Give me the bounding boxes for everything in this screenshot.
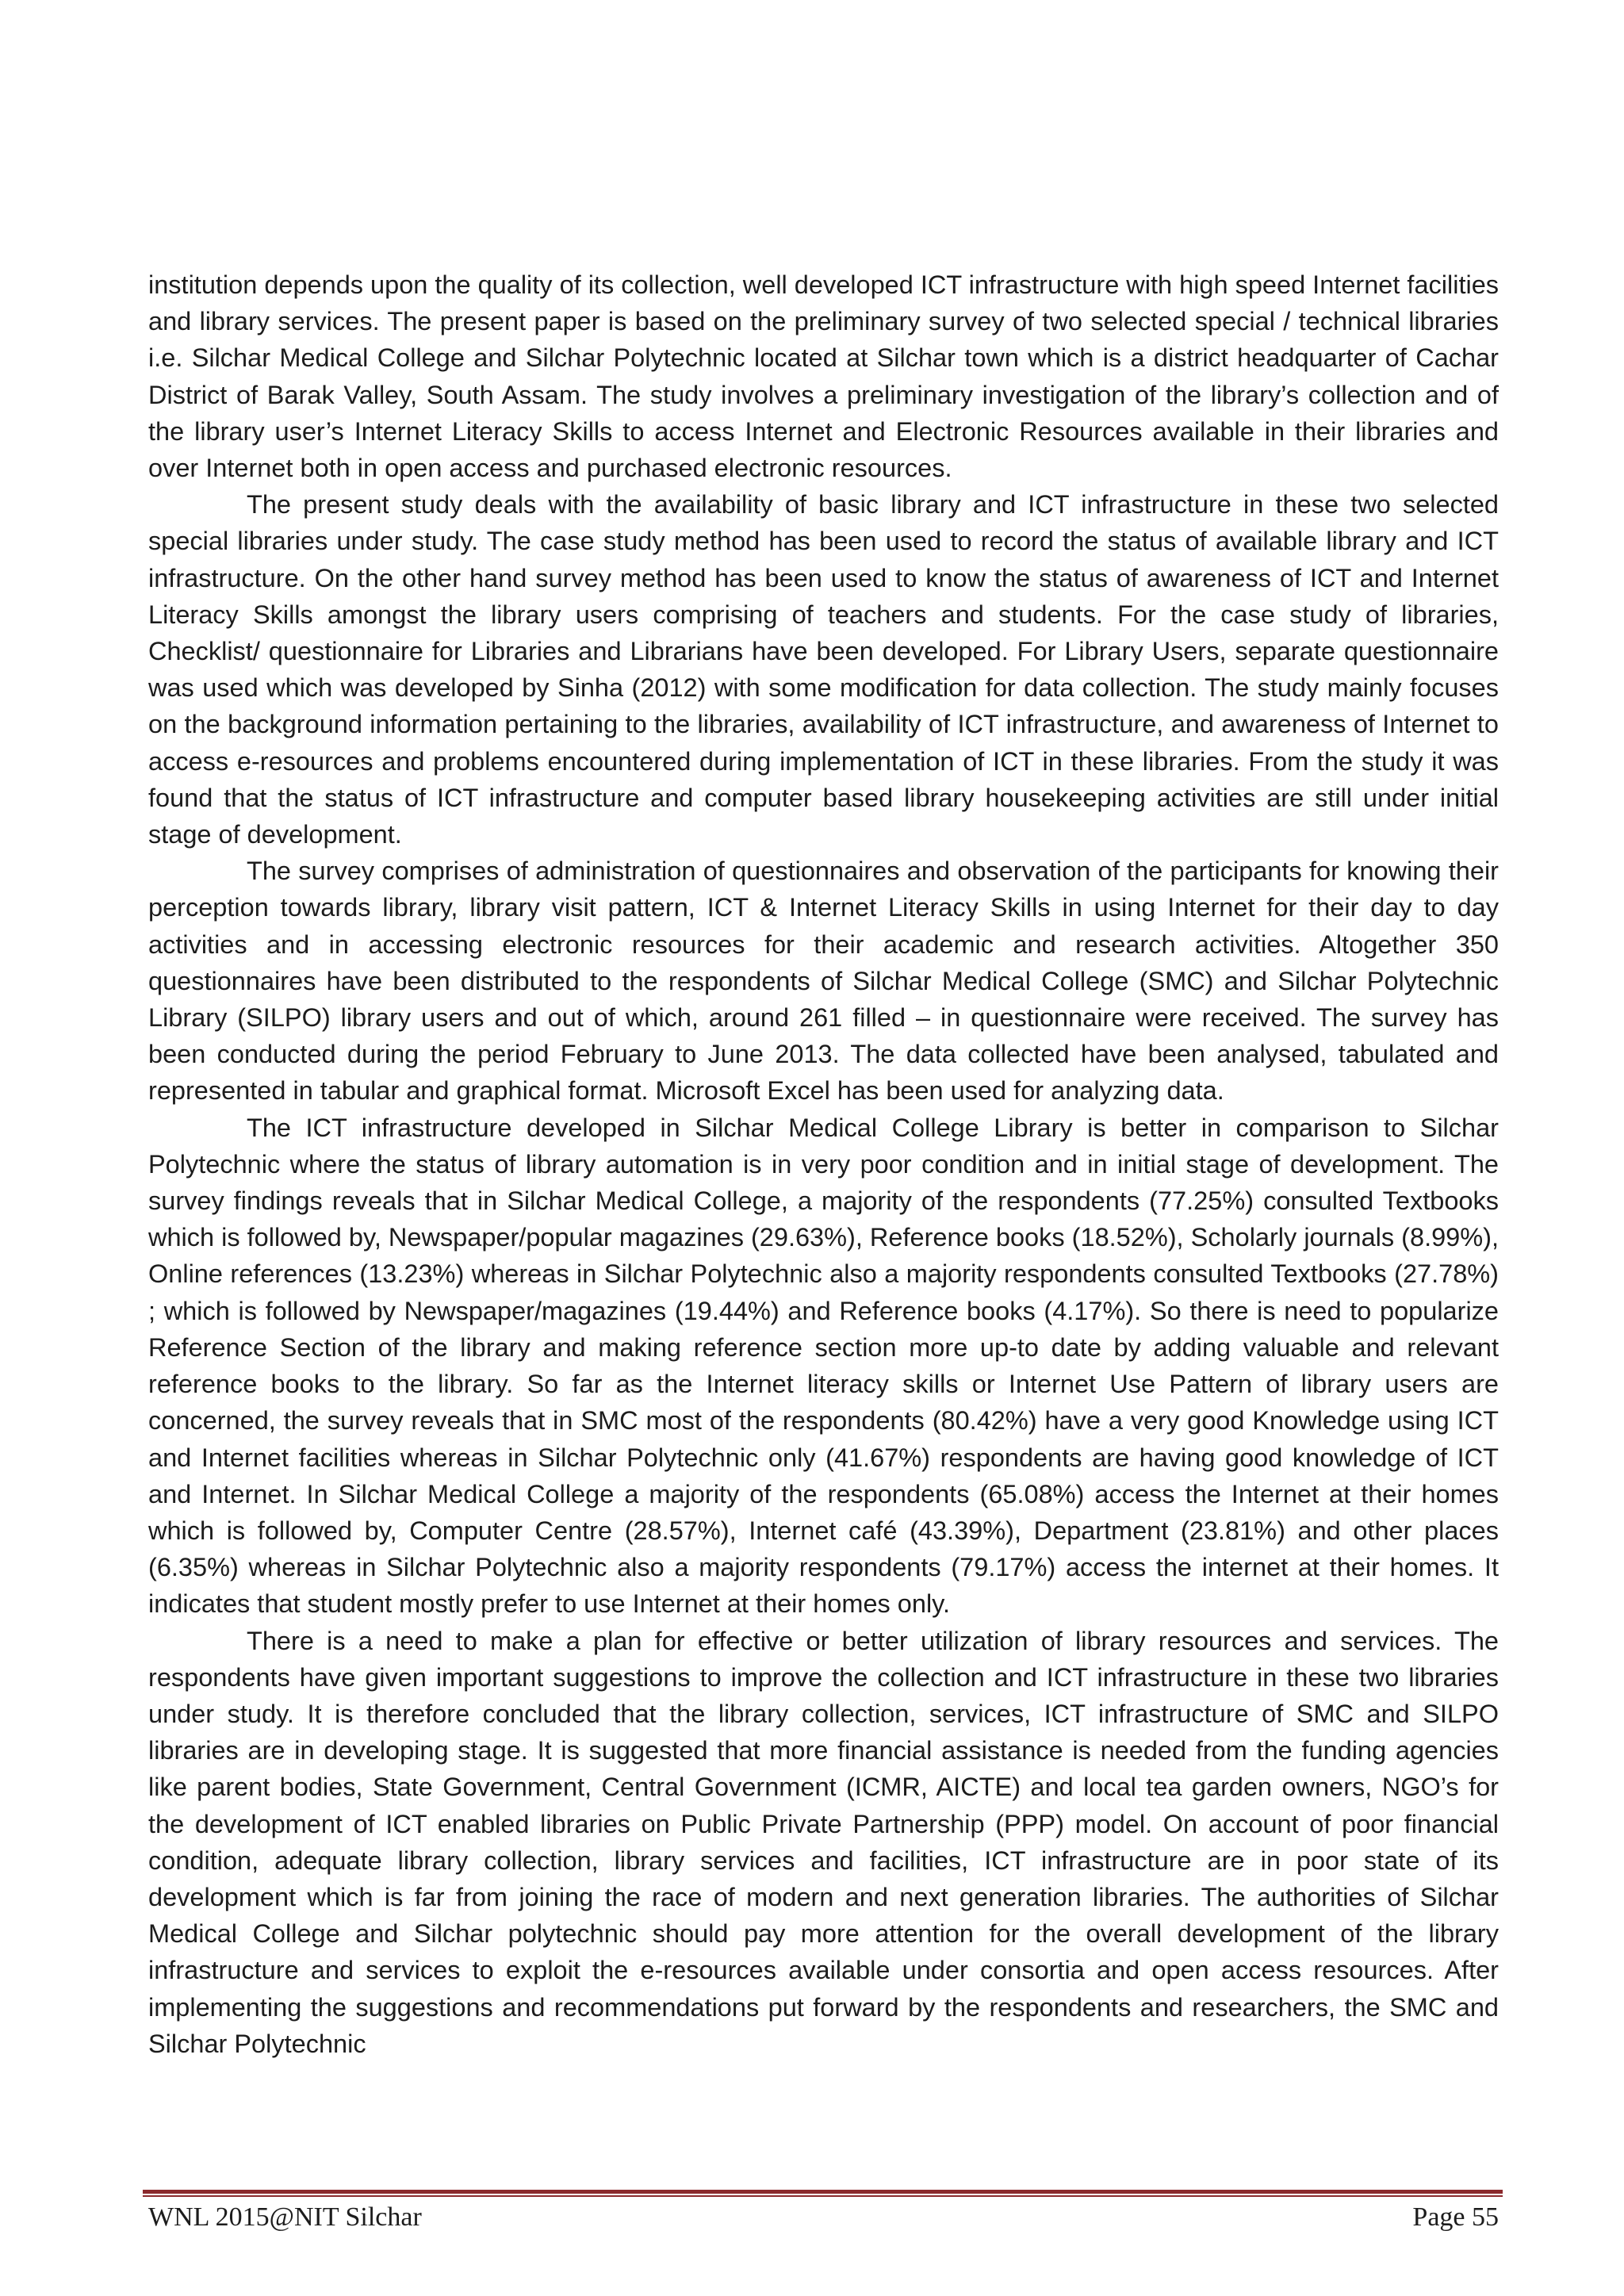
footer-page-number: Page 55 bbox=[1412, 2202, 1499, 2232]
paragraph-5: There is a need to make a plan for effective or better utilization of library resources and services. The respondents have given important suggestions to improve the collection and ICT infrastructure in these two libraries under study. It is therefore concluded that the library collection, services, ICT infrastructure of SMC and SILPO libraries are in developing stage. It is suggested that more financial assistance is needed from the funding agencies like parent bodies, State Government, Central Government (ICMR, AICTE) and local tea garden owners, NGO’s for the development of ICT enabled libraries on Public Private Partnership (PPP) model. On account of poor financial condition, adequate library collection, library services and facilities, ICT infrastructure are in poor state of its development which is far from joining the race of modern and next generation libraries. The authorities of Silchar Medical College and Silchar polytechnic should pay more attention for the overall development of the library infrastructure and services to exploit the e-resources available under consortia and open access resources. After implementing the suggestions and recommendations put forward by the respondents and researchers, the SMC and Silchar Polytechnic bbox=[148, 1626, 1499, 2058]
paragraph-3: The survey comprises of administration of questionnaires and observation of the participants for knowing their perception towards library, library visit pattern, ICT & Internet Literacy Skills in using Internet for their day to day activities and in accessing electronic resources for their academic and research activities. Altogether 350 questionnaires have been distributed to the respondents of Silchar Medical College (SMC) and Silchar Polytechnic Library (SILPO) library users and out of which, around 261 filled – in questionnaire were received. The survey has been conducted during the period February to June 2013. The data collected have been analysed, tabulated and represented in tabular and graphical format. Microsoft Excel has been used for analyzing data. bbox=[148, 857, 1499, 1106]
paragraph-1: institution depends upon the quality of its collection, well developed ICT infrastructure with high speed Internet facilities and library services. The present paper is based on the preliminary survey of two selected special / technical libraries i.e. Silchar Medical College and Silchar Polytechnic located at Silchar town which is a district headquarter of Cachar District of Barak Valley, South Assam. The study involves a preliminary investigation of the library’s collection and of the library user’s Internet Literacy Skills to access Internet and Electronic Resources available in their libraries and over Internet both in open access and purchased electronic resources. bbox=[148, 270, 1500, 483]
body-text bbox=[148, 266, 1499, 2062]
page-footer bbox=[148, 2202, 1499, 2242]
paragraph-4: The ICT infrastructure developed in Silchar Medical College Library is better in comparison to Silchar Polytechnic where the status of library automation is in very poor condition and in initial stage of development. The survey findings reveals that in Silchar Medical College, a majority of the respondents (77.25%) consulted Textbooks which is followed by, Newspaper/popular magazines (29.63%), Reference books (18.52%), Scholarly journals (8.99%), Online references (13.23%) whereas in Silchar Polytechnic also a majority respondents consulted Textbooks (27.78%) ; which is followed by Newspaper/magazines (19.44%) and Reference books (4.17%). So there is need to popularize Reference Section of the library and making reference section more up-to date by adding valuable and relevant reference books to the library. So far as the Internet literacy skills or Internet Use Pattern of library users are concerned, the survey reveals that in SMC most of the respondents (80.42%) have a very good Knowledge using ICT and Internet facilities whereas in Silchar Polytechnic only (41.67%) respondents are having good knowledge of ICT and Internet. In Silchar Medical College a majority of the respondents (65.08%) access the Internet at their homes which is followed by, Computer Centre (28.57%), Internet café (43.39%), Department (23.81%) and other places (6.35%) whereas in Silchar Polytechnic also a majority respondents (79.17%) access the internet at their homes. It indicates that student mostly prefer to use Internet at their homes only. bbox=[148, 1113, 1499, 1619]
paragraph-2: The present study deals with the availability of basic library and ICT infrastructure in these two selected special libraries under study. The case study method has been used to record the status of available library and ICT infrastructure. On the other hand survey method has been used to know the status of awareness of ICT and Internet Literacy Skills amongst the library users comprising of teachers and students. For the case study of libraries, Checklist/ questionnaire for Libraries and Librarians have been developed. For Library Users, separate questionnaire was used which was developed by Sinha (2012) with some modification for data collection. The study mainly focuses on the background information pertaining to the libraries, availability of ICT infrastructure, and awareness of Internet to access e-resources and problems encountered during implementation of ICT in these libraries. From the study it was found that the status of ICT infrastructure and computer based library housekeeping activities are still under initial stage of development. bbox=[148, 490, 1499, 849]
footer-divider bbox=[143, 2190, 1503, 2197]
footer-divider-thin bbox=[143, 2195, 1503, 2197]
footer-conference: WNL 2015@NIT Silchar bbox=[148, 2202, 422, 2232]
